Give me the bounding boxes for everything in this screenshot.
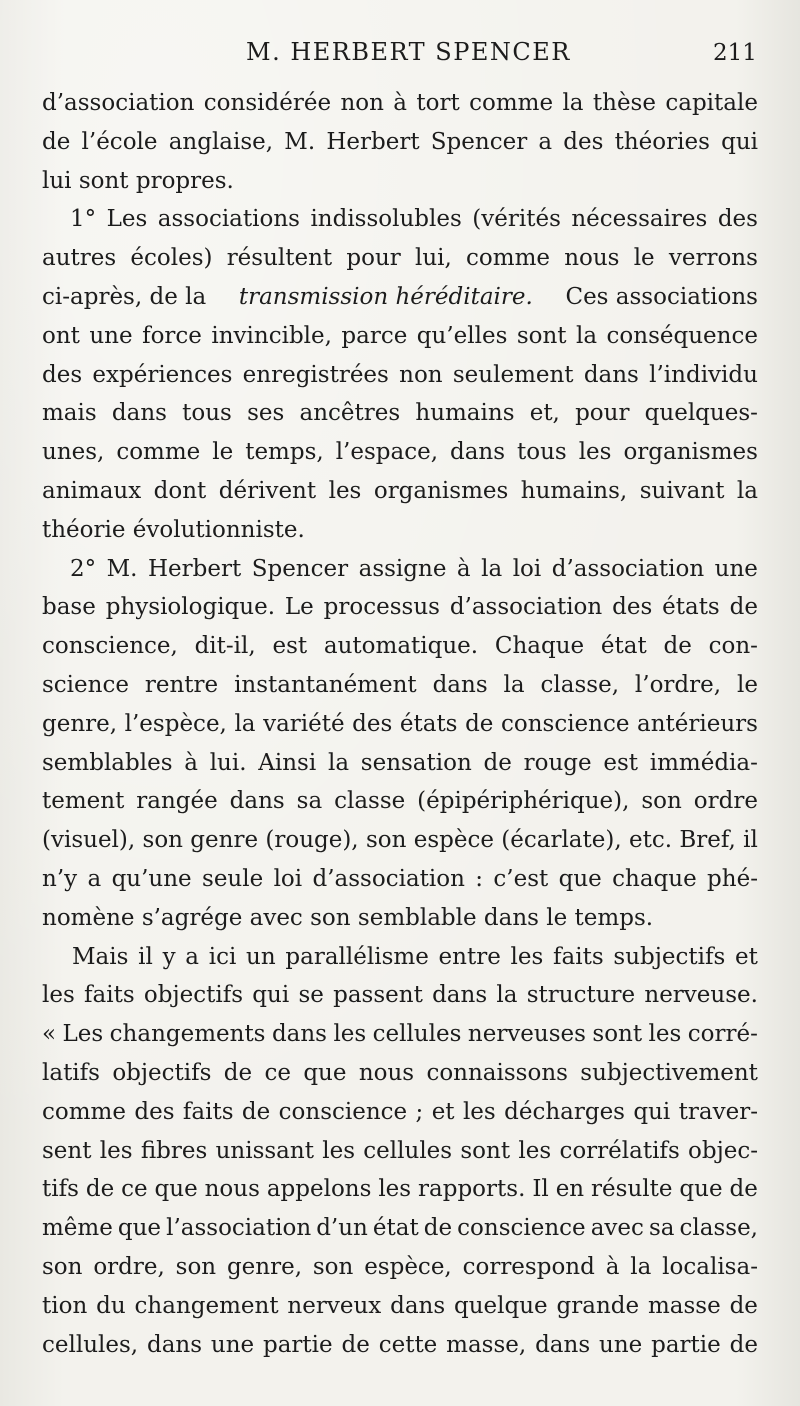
text-line: 1° Les associations indissolubles (vérités nécessaires des <box>70 206 758 233</box>
page-number: 211 <box>713 40 757 66</box>
page-header <box>0 38 800 78</box>
text-line: cellules, dans une partie de cette masse, dans une partie de <box>42 1331 758 1358</box>
text-line: latifs objectifs de ce que nous connaissons subjectivement <box>42 1059 758 1086</box>
text-line: tifs de ce que nous appelons les rapports. Il en résulte que de <box>42 1176 758 1203</box>
text-line: des expériences enregistrées non seulement dans l’individu <box>42 361 758 388</box>
text-line: « Les changements dans les cellules nerveuses sont les corré- <box>42 1021 758 1048</box>
text-line: base physiologique. Le processus d’association des états de <box>42 594 758 621</box>
text-line: mais dans tous ses ancêtres humains et, pour quelques- <box>42 400 758 427</box>
text-line: unes, comme le temps, l’espace, dans tous les organismes <box>42 439 758 466</box>
text-line: comme des faits de conscience ; et les décharges qui traver- <box>42 1098 758 1125</box>
text-line: théorie évolutionniste. <box>42 516 305 543</box>
text-line: tion du changement nerveux dans quelque grande masse de <box>42 1292 758 1319</box>
text-line: 2° M. Herbert Spencer assigne à la loi d’association une <box>70 555 758 582</box>
text-line: autres écoles) résultent pour lui, comme nous le verrons <box>42 245 758 272</box>
running-title: M. HERBERT SPENCER <box>246 38 571 66</box>
text-line: (visuel), son genre (rouge), son espèce (écarlate), etc. Bref, il <box>42 827 758 854</box>
text-line: conscience, dit-il, est automatique. Chaque état de con- <box>42 633 758 660</box>
text-line: n’y a qu’une seule loi d’association : c’est que chaque phé- <box>42 865 758 892</box>
text-line: même que l’association d’un état de conscience avec sa classe, <box>42 1215 758 1242</box>
text-line: semblables à lui. Ainsi la sensation de rouge est immédia- <box>42 749 758 776</box>
text-line: animaux dont dérivent les organismes humains, suivant la <box>42 477 758 504</box>
text-line: ont une force invincible, parce qu’elles sont la conséquence <box>42 322 758 349</box>
text-line: genre, l’espèce, la variété des états de conscience antérieurs <box>42 710 758 737</box>
text-line: de l’école anglaise, M. Herbert Spencer a des théories qui <box>42 128 758 155</box>
text-line: Mais il y a ici un parallélisme entre les faits subjectifs et <box>72 943 758 970</box>
text-line: lui sont propres. <box>42 167 234 194</box>
text-line: ci-après, de la transmission héréditaire. Ces associations <box>42 278 758 317</box>
italic-phrase: transmission héréditaire. <box>238 283 533 310</box>
text-line: son ordre, son genre, son espèce, correspond à la localisa- <box>42 1253 758 1280</box>
text-line: les faits objectifs qui se passent dans la structure nerveuse. <box>42 982 758 1009</box>
text-line: science rentre instantanément dans la classe, l’ordre, le <box>42 671 758 698</box>
text-line: d’association considérée non à tort comme la thèse capitale <box>42 90 758 116</box>
text-line: tement rangée dans sa classe (épipériphérique), son ordre <box>42 788 758 815</box>
body-text <box>42 84 758 1364</box>
text-line: sent les fibres unissant les cellules sont les corrélatifs objec- <box>42 1137 758 1164</box>
text-line: nomène s’agrége avec son semblable dans le temps. <box>42 904 654 931</box>
